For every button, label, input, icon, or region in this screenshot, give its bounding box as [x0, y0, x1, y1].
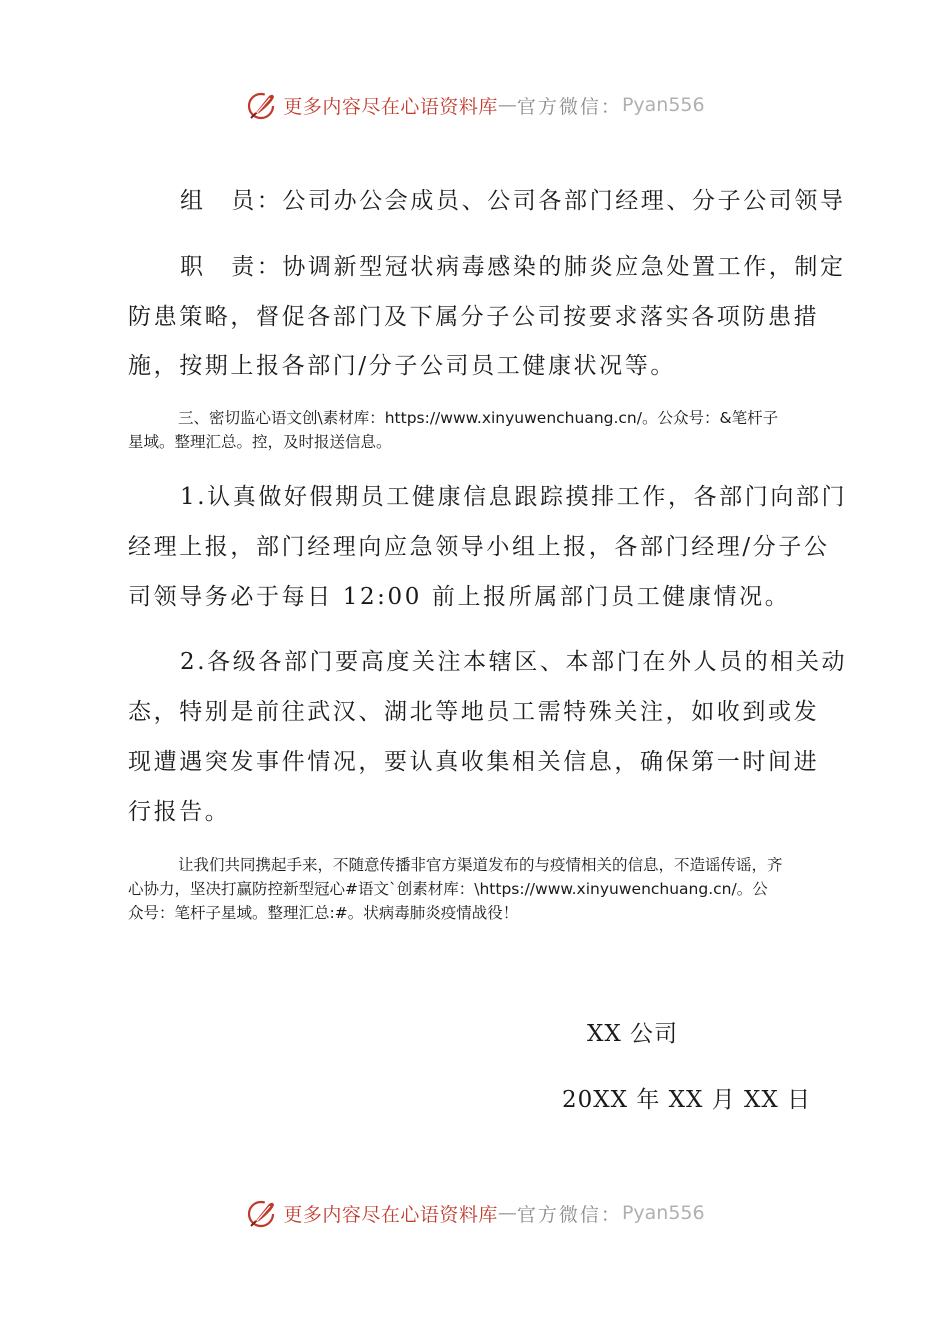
watermark-wechat-id: Pyan556: [621, 1202, 705, 1224]
watermark-dash: —: [497, 94, 517, 116]
item-1-line-2: 经理上报，部门经理向应急领导小组上报，各部门经理/分子公: [128, 534, 830, 560]
signature-date: 20XX 年 XX 月 XX 日: [562, 1087, 812, 1113]
watermark-wechat-label: 官方微信：: [516, 95, 622, 118]
duties-line-3: 施，按期上报各部门/分子公司员工健康状况等。: [128, 353, 676, 379]
header-watermark: [0, 85, 950, 125]
watermark-dash: —: [497, 1202, 517, 1224]
item-2-line-3: 现遭遇突发事件情况，要认真收集相关信息，确保第一时间进: [128, 749, 820, 775]
watermark-wechat-label: 官方微信：: [516, 1203, 622, 1226]
note-1-line-2: 星域。整理汇总。控，及时报送信息。: [128, 433, 392, 451]
watermark-text: 更多内容尽在心语资料库: [283, 1203, 498, 1226]
watermark-text: 更多内容尽在心语资料库: [283, 95, 498, 118]
company-signature: XX 公司: [587, 1021, 679, 1047]
item-2-line-2: 态，特别是前往武汉、湖北等地员工需特殊关注，如收到或发: [128, 699, 820, 725]
watermark-wechat-id: Pyan556: [621, 94, 705, 116]
footer-watermark: [0, 1193, 950, 1233]
note-1-line-1: 三、密切监心语文创\素材库：https://www.xinyuwenchuang.cn/。公众号：&笔杆子: [178, 409, 779, 427]
item-2-line-4: 行报告。: [128, 799, 231, 825]
duties-line-2: 防患策略，督促各部门及下属分子公司按要求落实各项防患措: [128, 304, 820, 330]
item-1-line-1: 1.认真做好假期员工健康信息跟踪摸排工作，各部门向部门: [180, 484, 848, 510]
note-2-line-2: 心协力，坚决打赢防控新型冠心#语文`创素材库：\https://www.xinyuwenchuang.cn/。公: [128, 880, 768, 898]
note-2-line-1: 让我们共同携起手来，不随意传播非官方渠道发布的与疫情相关的信息，不造谣传谣，齐: [178, 856, 783, 874]
members-line: 组 员：公司办公会成员、公司各部门经理、分子公司领导: [180, 188, 846, 214]
item-2-line-1: 2.各级各部门要高度关注本辖区、本部门在外人员的相关动: [180, 649, 848, 675]
duties-line-1: 职 责：协调新型冠状病毒感染的肺炎应急处置工作，制定: [180, 254, 846, 280]
quill-logo-icon: [245, 88, 279, 122]
item-1-line-3: 司领导务必于每日 12:00 前上报所属部门员工健康情况。: [128, 584, 791, 610]
note-2-line-3: 众号：笔杆子星域。整理汇总:#。状病毒肺炎疫情战役！: [128, 904, 519, 922]
quill-logo-icon: [245, 1196, 279, 1230]
